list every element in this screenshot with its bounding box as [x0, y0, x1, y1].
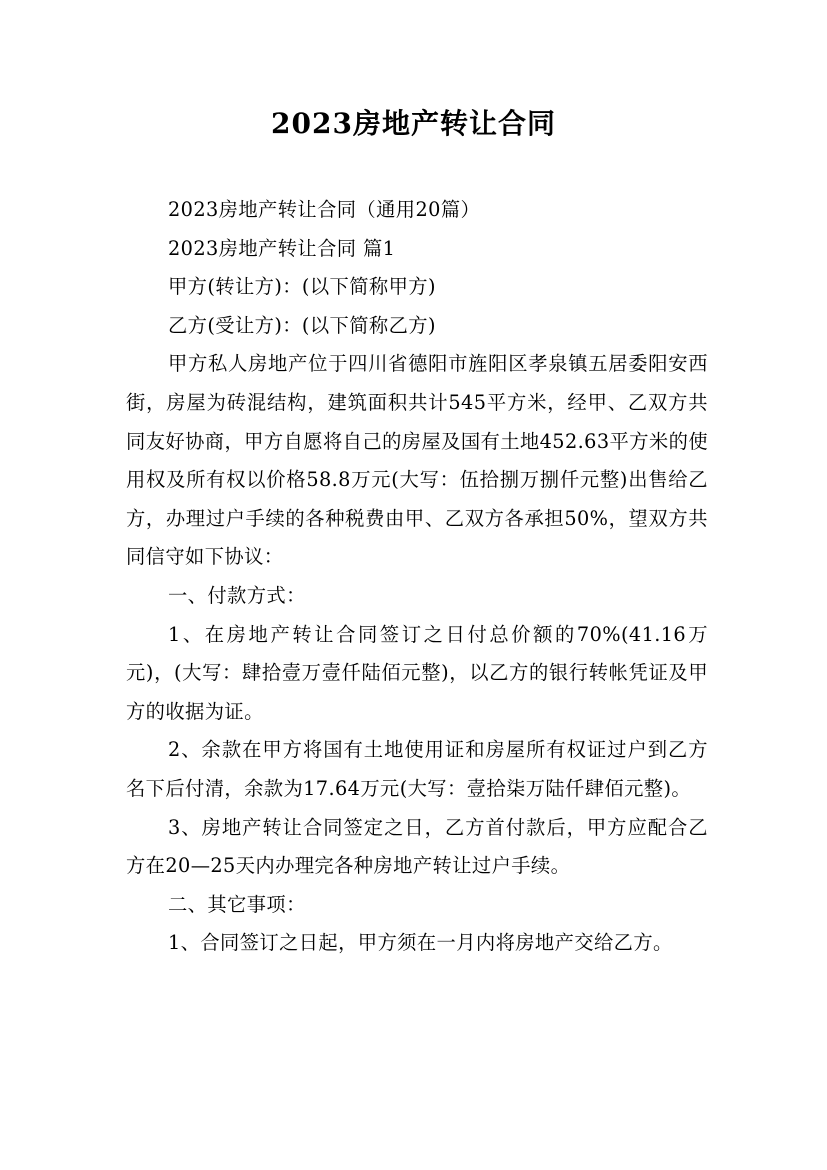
property-description-paragraph: 甲方私人房地产位于四川省德阳市旌阳区孝泉镇五居委阳安西街，房屋为砖混结构，建筑面积共计545平方米，经甲、乙双方共同友好协商，甲方自愿将自己的房屋及国有土地452.63平方米的使用权及所有权以价格58.8万元(大写：伍拾捌万捌仟元整)出售给乙方，办理过户手续的各种税费由甲、乙双方各承担50%，望双方共同信守如下协议：	[126, 352, 708, 569]
payment-method-heading: 一、付款方式：	[168, 583, 306, 607]
payment-clause-2: 2、余款在甲方将国有土地使用证和房屋所有权证过户到乙方名下后付清，余款为17.64万元(大写：壹拾柒万陆仟肆佰元整)。	[126, 738, 708, 800]
other-matters-heading: 二、其它事项：	[168, 892, 306, 916]
payment-clause-1: 1、在房地产转让合同签订之日付总价额的70%(41.16万元)，(大写：肆拾壹万壹仟陆佰元整)，以乙方的银行转帐凭证及甲方的收据为证。	[126, 622, 708, 723]
party-b-paragraph: 乙方(受让方)：(以下简称乙方)	[168, 313, 436, 337]
payment-clause-3: 3、房地产转让合同签定之日，乙方首付款后，甲方应配合乙方在20—25天内办理完各种房地产转让过户手续。	[126, 815, 708, 878]
document-body	[126, 191, 708, 963]
document-title: 2023房地产转让合同	[271, 107, 556, 140]
other-matters-clause-1: 1、合同签订之日起，甲方须在一月内将房地产交给乙方。	[168, 931, 673, 955]
section-heading-paragraph: 2023房地产转让合同 篇1	[168, 236, 396, 260]
party-a-paragraph: 甲方(转让方)：(以下简称甲方)	[168, 275, 436, 299]
subtitle-paragraph: 2023房地产转让合同（通用20篇）	[168, 198, 481, 221]
